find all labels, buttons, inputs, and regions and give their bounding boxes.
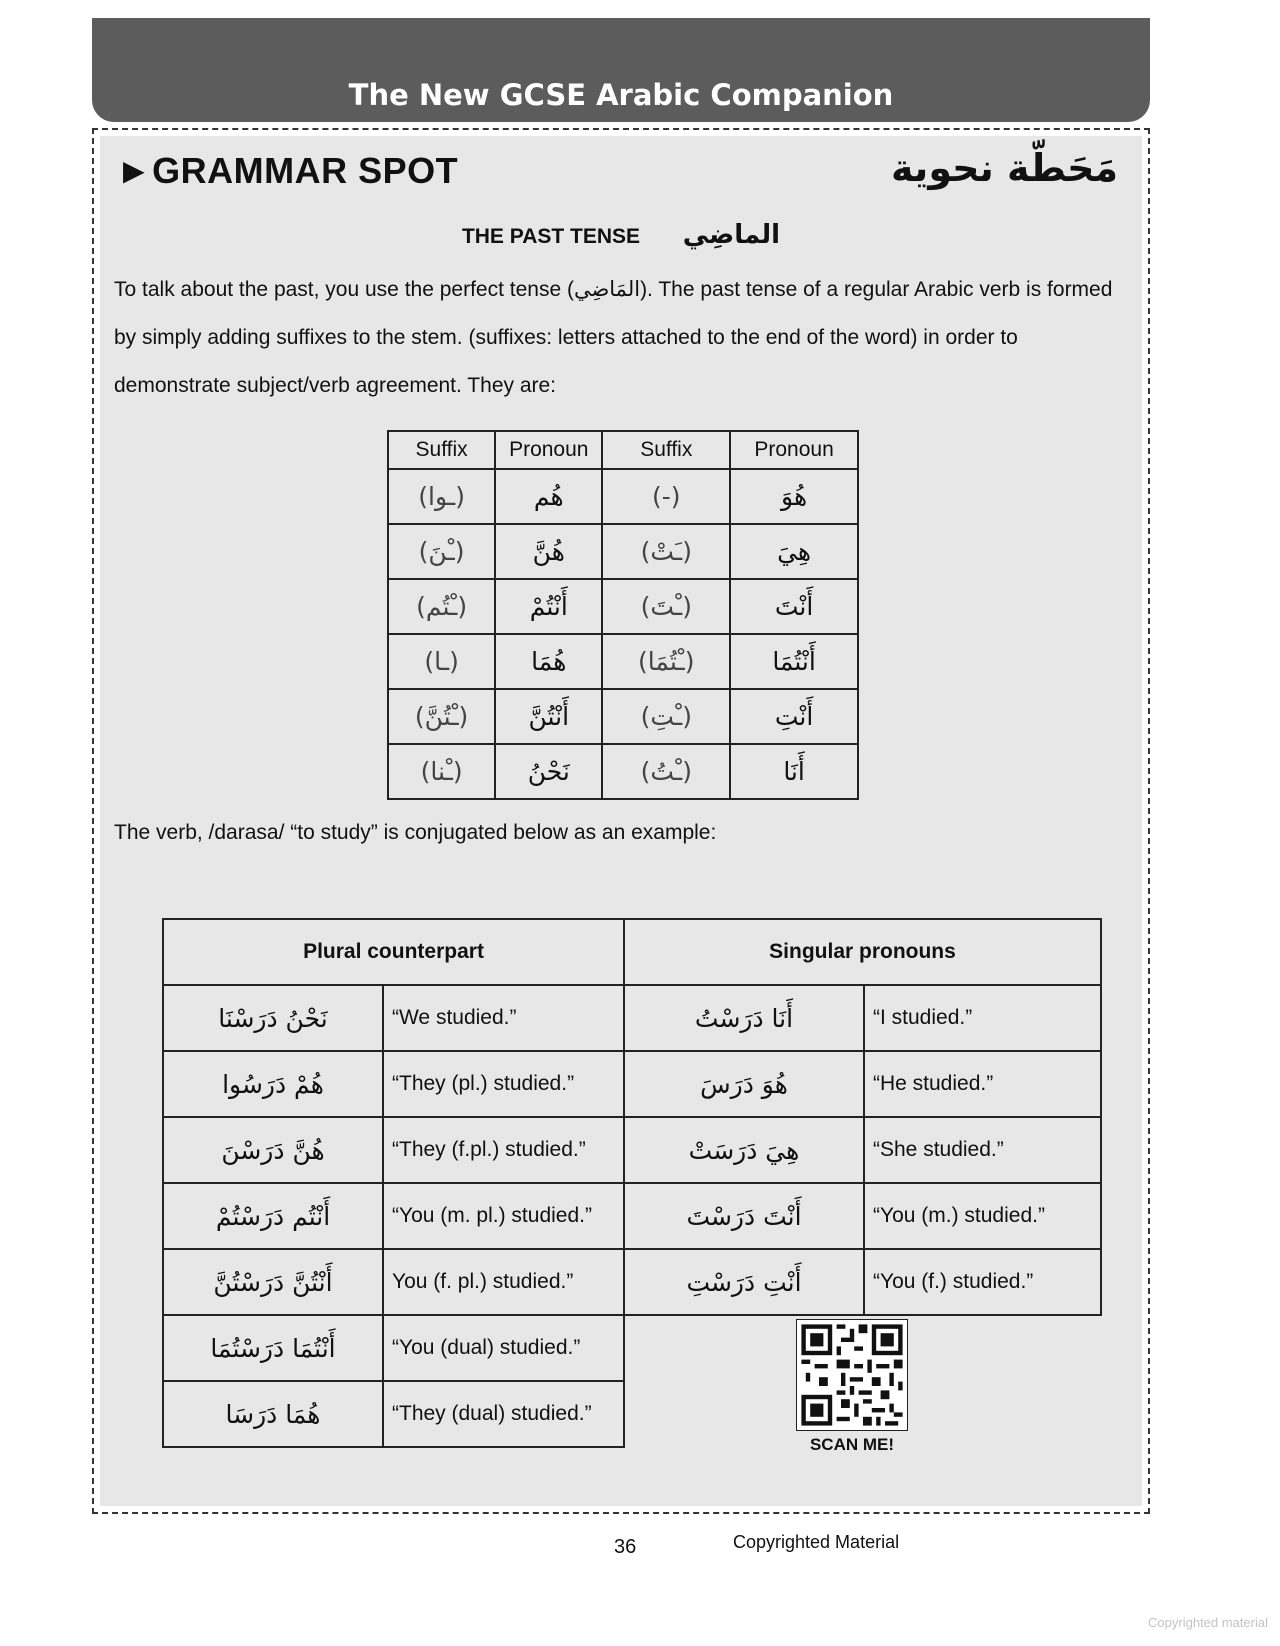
column-header: Suffix xyxy=(602,431,730,469)
column-header: Suffix xyxy=(388,431,495,469)
singular-english-cell: “You (f.) studied.” xyxy=(864,1249,1101,1315)
subheading-arabic: الماضِي xyxy=(682,220,781,250)
table-row xyxy=(163,1381,1101,1447)
suffix-table xyxy=(387,430,859,800)
pronoun-cell: أَنْتَ xyxy=(730,579,858,634)
plural-header: Plural counterpart xyxy=(163,919,624,985)
table-row xyxy=(163,1051,1101,1117)
pronoun-cell: أَنْتُمْ xyxy=(495,579,602,634)
plural-english-cell: “They (f.pl.) studied.” xyxy=(383,1117,624,1183)
intro-paragraph: To talk about the past, you use the perfect tense (المَاضِي). The past tense of a regular Arabic verb is formed by simply adding suffixes to the stem. (suffixes: letters attached to the end of the word) in order to demonstrate subject/verb agreement. They are: xyxy=(114,278,1113,397)
conjugation-header-row xyxy=(163,919,1101,985)
pronoun-cell: أَنْتِ xyxy=(730,689,858,744)
singular-arabic-cell: أَنْتَ دَرَسْتَ xyxy=(624,1183,864,1249)
pronoun-cell: هُمَا xyxy=(495,634,602,689)
section-subheading xyxy=(100,220,1142,250)
pronoun-cell: أَنْتُمَا xyxy=(730,634,858,689)
table-row xyxy=(163,1249,1101,1315)
suffix-cell: (ـْتُمَا) xyxy=(602,634,730,689)
table-row xyxy=(163,1117,1101,1183)
pronoun-cell: نَحْنُ xyxy=(495,744,602,799)
header-banner xyxy=(92,18,1150,122)
qr-code-icon[interactable] xyxy=(796,1319,908,1431)
plural-english-cell: You (f. pl.) studied.” xyxy=(383,1249,624,1315)
singular-arabic-cell: أَنْتِ دَرَسْتِ xyxy=(624,1249,864,1315)
qr-block xyxy=(792,1319,912,1455)
suffix-cell: (ـْتُنَّ) xyxy=(388,689,495,744)
page-number: 36 xyxy=(614,1536,637,1558)
singular-english-cell: “You (m.) studied.” xyxy=(864,1183,1101,1249)
singular-english-cell: “She studied.” xyxy=(864,1117,1101,1183)
column-header: Pronoun xyxy=(495,431,602,469)
table-row xyxy=(163,985,1101,1051)
table-row xyxy=(388,524,858,579)
plural-arabic-cell: هُنَّ دَرَسْنَ xyxy=(163,1117,383,1183)
scan-me-label: SCAN ME! xyxy=(809,1435,895,1454)
suffix-cell: (ـَتْ) xyxy=(602,524,730,579)
pronoun-cell: هِيَ xyxy=(730,524,858,579)
suffix-cell: (ـا) xyxy=(388,634,495,689)
plural-english-cell: “You (dual) studied.” xyxy=(383,1315,624,1381)
copyright-watermark: Copyrighted material xyxy=(1148,1615,1268,1630)
pronoun-cell: أَنَا xyxy=(730,744,858,799)
plural-english-cell: “They (dual) studied.” xyxy=(383,1381,624,1447)
pronoun-cell: هُوَ xyxy=(730,469,858,524)
plural-english-cell: “You (m. pl.) studied.” xyxy=(383,1183,624,1249)
suffix-cell: (ـوا) xyxy=(388,469,495,524)
pronoun-cell: هُنَّ xyxy=(495,524,602,579)
grammar-heading: ►GRAMMAR SPOT xyxy=(116,150,459,191)
plural-arabic-cell: أَنْتُنَّ دَرَسْتُنَّ xyxy=(163,1249,383,1315)
table-row xyxy=(388,469,858,524)
suffix-cell: (ـْتِ) xyxy=(602,689,730,744)
book-title: The New GCSE Arabic Companion xyxy=(348,78,894,112)
table-row xyxy=(388,634,858,689)
table-row xyxy=(163,1315,1101,1381)
plural-arabic-cell: أَنْتُمَا دَرَسْتُمَا xyxy=(163,1315,383,1381)
table-row xyxy=(163,1183,1101,1249)
plural-arabic-cell: أَنْتُم دَرَسْتُمْ xyxy=(163,1183,383,1249)
subheading-english: THE PAST TENSE xyxy=(461,225,641,248)
pronoun-cell: أَنْتُنَّ xyxy=(495,689,602,744)
conjugation-table xyxy=(162,918,1102,1448)
table-row xyxy=(388,689,858,744)
suffix-cell: (ـْنا) xyxy=(388,744,495,799)
suffix-table-header-row xyxy=(388,431,858,469)
singular-arabic-cell: أَنَا دَرَسْتُ xyxy=(624,985,864,1051)
grammar-box-inner xyxy=(100,136,1142,1506)
singular-arabic-cell: هُوَ دَرَسَ xyxy=(624,1051,864,1117)
plural-english-cell: “We studied.” xyxy=(383,985,624,1051)
singular-english-cell: “I studied.” xyxy=(864,985,1101,1051)
suffix-cell: (ـْتُم) xyxy=(388,579,495,634)
singular-english-cell: “He studied.” xyxy=(864,1051,1101,1117)
singular-arabic-cell: هِيَ دَرَسَتْ xyxy=(624,1117,864,1183)
suffix-cell: (ـْتَ) xyxy=(602,579,730,634)
plural-arabic-cell: هُمَا دَرَسَا xyxy=(163,1381,383,1447)
suffix-cell: (ـْتُ) xyxy=(602,744,730,799)
copyright-notice: Copyrighted Material xyxy=(733,1532,900,1552)
grammar-heading-arabic: مَحَطّة نحوية xyxy=(891,146,1118,190)
suffix-cell: (ـْنَ) xyxy=(388,524,495,579)
plural-arabic-cell: نَحْنُ دَرَسْنَا xyxy=(163,985,383,1051)
table-row xyxy=(388,744,858,799)
singular-header: Singular pronouns xyxy=(624,919,1101,985)
table-row xyxy=(388,579,858,634)
column-header: Pronoun xyxy=(730,431,858,469)
example-intro: The verb, /darasa/ “to study” is conjugated below as an example: xyxy=(114,821,717,844)
plural-english-cell: “They (pl.) studied.” xyxy=(383,1051,624,1117)
suffix-cell: (-) xyxy=(602,469,730,524)
pronoun-cell: هُم xyxy=(495,469,602,524)
grammar-box xyxy=(92,128,1150,1514)
plural-arabic-cell: هُمْ دَرَسُوا xyxy=(163,1051,383,1117)
